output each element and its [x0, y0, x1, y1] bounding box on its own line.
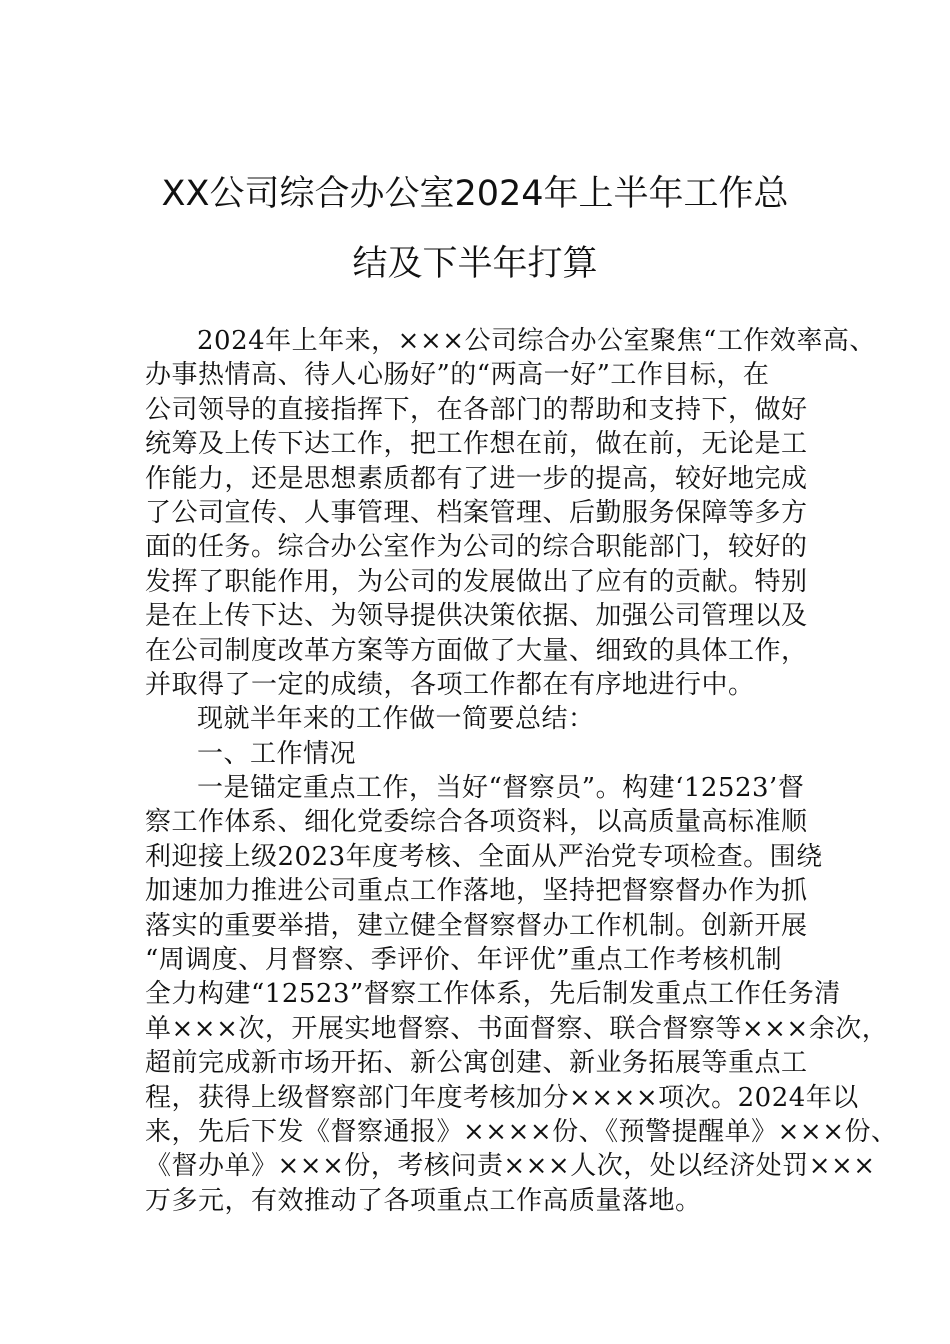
section-heading: 一、工作情况: [197, 738, 357, 769]
paragraph-line: 并取得了一定的成绩，各项工作都在有序地进行中。: [145, 669, 755, 700]
paragraph-line: 超前完成新市场开拓、新公寓创建、新业务拓展等重点工: [145, 1048, 808, 1079]
paragraph-line: 2024年上年来，×××公司综合办公室聚焦“工作效率高、: [197, 326, 876, 356]
paragraph-line: 发挥了职能作用，为公司的发展做出了应有的贡献。特别: [145, 566, 808, 597]
paragraph-line: 全力构建“12523”督察工作体系，先后制发重点工作任务清: [145, 979, 841, 1010]
paragraph-line: 在公司制度改革方案等方面做了大量、细致的具体工作，: [145, 635, 808, 666]
paragraph-line: 办事热情高、待人心肠好”的“两高一好”工作目标，在: [145, 360, 770, 391]
paragraph-line: 统筹及上传下达工作，把工作想在前，做在前，无论是工: [145, 429, 808, 460]
paragraph-line: 面的任务。综合办公室作为公司的综合职能部门，较好的: [145, 532, 808, 563]
paragraph-line: 是在上传下达、为领导提供决策依据、加强公司管理以及: [145, 601, 808, 632]
paragraph-line: 《督办单》×××份，考核问责×××人次，处以经济处罚×××: [145, 1151, 876, 1182]
paragraph-line: “周调度、月督察、季评价、年评优”重点工作考核机制: [145, 945, 783, 976]
paragraph-line: 了公司宣传、人事管理、档案管理、后勤服务保障等多方: [145, 497, 808, 528]
paragraph-line: 万多元，有效推动了各项重点工作高质量落地。: [145, 1185, 702, 1216]
paragraph-line: 来，先后下发《督察通报》××××份、《预警提醒单》×××份、: [145, 1116, 898, 1147]
paragraph-line: 察工作体系、细化党委综合各项资料，以高质量高标准顺: [145, 807, 808, 838]
paragraph-line: 加速加力推进公司重点工作落地，坚持把督察督办作为抓: [145, 876, 808, 907]
paragraph-line: 公司领导的直接指挥下，在各部门的帮助和支持下，做好: [145, 394, 808, 425]
paragraph-line: 程，获得上级督察部门年度考核加分××××项次。2024年以: [145, 1082, 859, 1113]
document-body: [145, 324, 898, 1218]
paragraph-line: 落实的重要举措，建立健全督察督办工作机制。创新开展: [145, 910, 808, 941]
paragraph-line: 利迎接上级2023年度考核、全面从严治党专项检查。围绕: [145, 841, 823, 872]
paragraph-line: 一是锚定重点工作，当好“督察员”。构建‘12523’督: [197, 773, 805, 804]
paragraph-line: 单×××次，开展实地督察、书面督察、联合督察等×××余次，: [145, 1013, 889, 1044]
document-title-line-1: XX公司综合办公室2024年上半年工作总: [161, 174, 789, 214]
paragraph-line: 作能力，还是思想素质都有了进一步的提高，较好地完成: [145, 463, 808, 494]
summary-intro-line: 现就半年来的工作做一简要总结：: [197, 704, 595, 735]
document-title-line-2: 结及下半年打算: [352, 244, 598, 284]
